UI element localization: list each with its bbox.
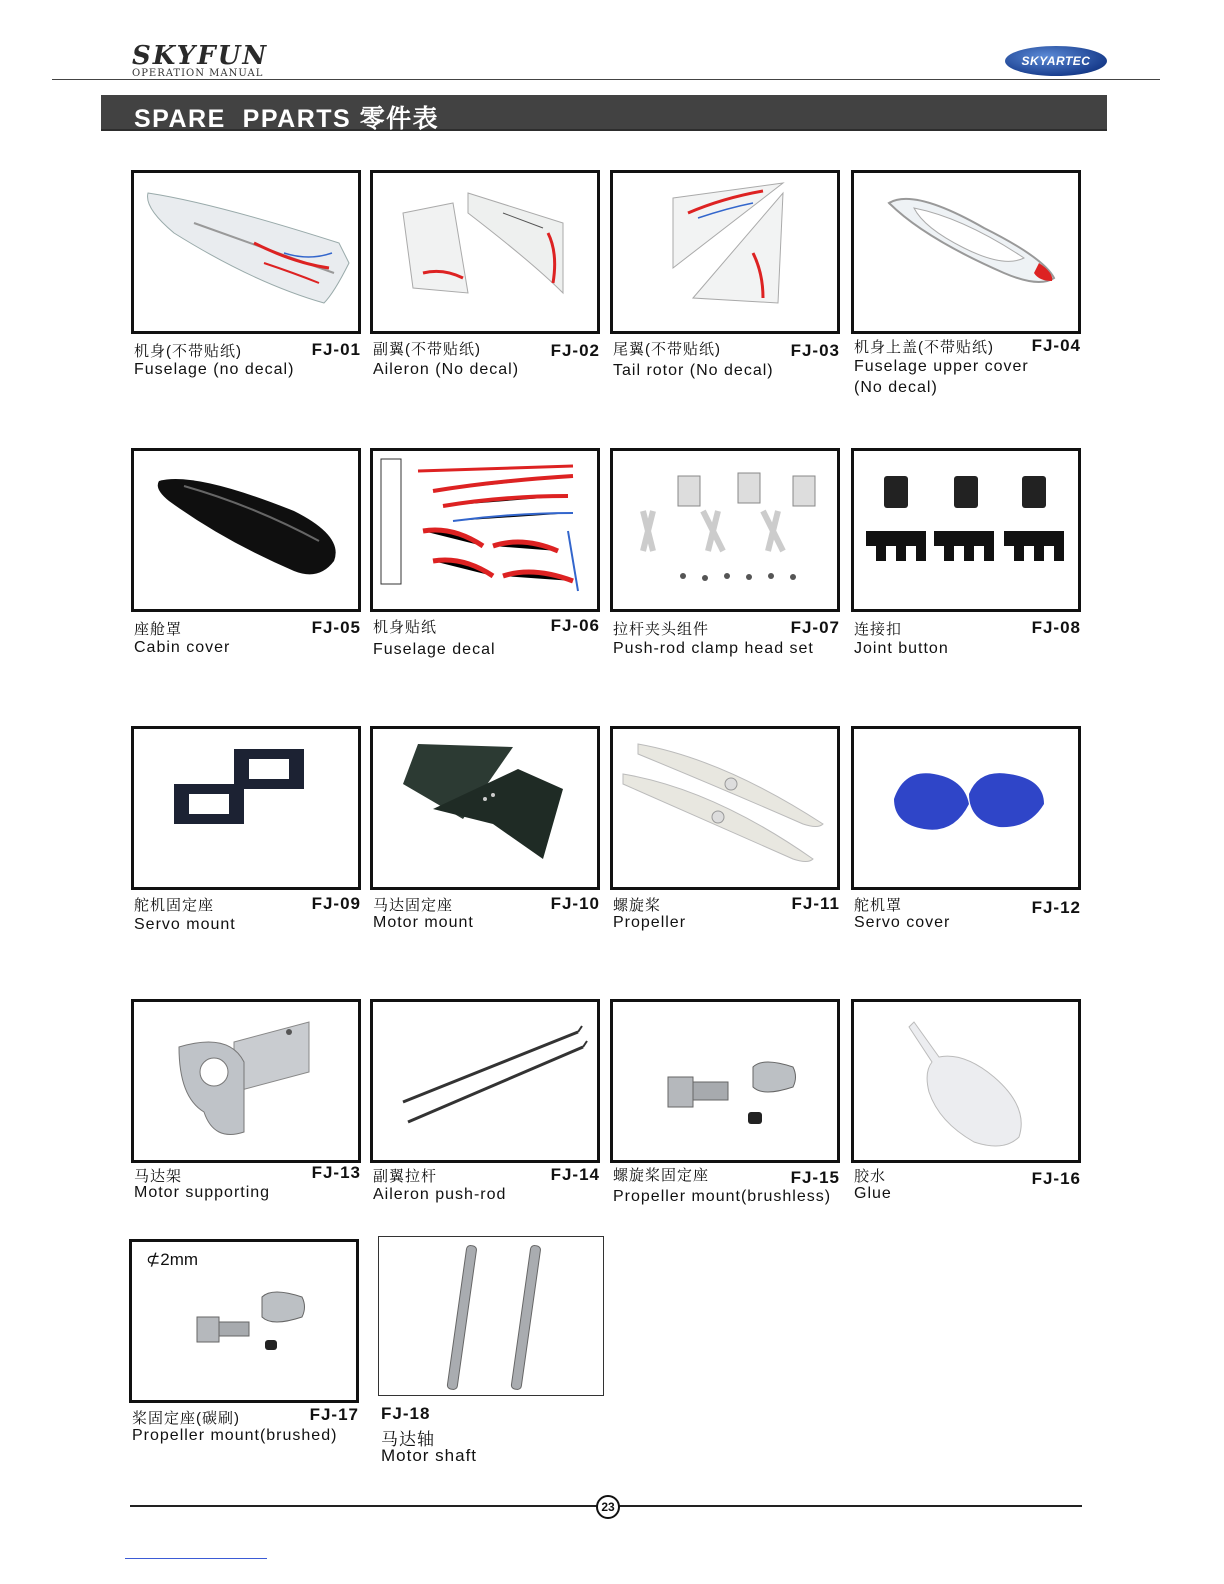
part-code: FJ-08	[1031, 618, 1081, 637]
part-en-label: Propeller mount(brushless)	[613, 1188, 832, 1205]
part-en-label: Servo cover	[854, 914, 951, 931]
propeller-icon	[610, 726, 840, 890]
part-code: FJ-03	[790, 341, 840, 360]
clamp-set-icon	[610, 448, 840, 612]
decal-sheet-icon	[370, 448, 600, 612]
part-cn-label: 座舱罩	[134, 621, 183, 638]
shaft-diameter-note: ⊄2mm	[146, 1250, 199, 1269]
part-en-label: Motor supporting	[134, 1184, 271, 1201]
part-cn-label: 机身贴纸	[373, 619, 438, 636]
part-en-label: Tail rotor (No decal)	[613, 362, 774, 379]
part-en-label: Aileron push-rod	[373, 1186, 507, 1203]
part-en-label: Propeller mount(brushed)	[132, 1427, 338, 1444]
prop-mount-brushless-icon	[610, 999, 840, 1163]
part-cn-label: 螺旋桨固定座	[613, 1167, 710, 1184]
brand-subtitle: OPERATION MANUAL	[132, 68, 264, 79]
part-cn-label: 马达轴	[381, 1430, 435, 1449]
part-en-label: Motor shaft	[381, 1446, 478, 1465]
part-code: FJ-10	[550, 894, 600, 913]
part-code: FJ-17	[309, 1405, 359, 1424]
part-en-label: Fuselage upper cover	[854, 358, 1029, 375]
part-cn-label: 副翼(不带贴纸)	[373, 341, 481, 358]
brand-block	[132, 42, 268, 80]
part-cn-label: 马达架	[134, 1168, 183, 1185]
cabin-cover-icon	[131, 448, 361, 612]
motor-support-icon	[131, 999, 361, 1163]
tail-rotor-icon	[610, 170, 840, 334]
part-code: FJ-05	[311, 618, 361, 637]
part-code: FJ-16	[1031, 1169, 1081, 1188]
part-code: FJ-14	[550, 1165, 600, 1184]
part-en-label: Servo mount	[134, 916, 236, 933]
part-cn-label: 桨固定座(碳刷)	[132, 1410, 240, 1427]
part-cn-label: 尾翼(不带贴纸)	[613, 341, 721, 358]
aileron-icon	[370, 170, 600, 334]
part-code: FJ-02	[550, 341, 600, 360]
motor-shaft-icon	[378, 1236, 604, 1396]
part-cn-label: 机身(不带贴纸)	[134, 343, 242, 360]
part-en-label: (No decal)	[854, 379, 938, 396]
part-cn-label: 舵机固定座	[134, 897, 215, 914]
brand-name: SKYFUN	[132, 41, 269, 71]
part-en-label: Aileron (No decal)	[373, 361, 520, 378]
part-en-label: Motor mount	[373, 914, 474, 931]
part-code: FJ-13	[311, 1163, 361, 1182]
part-cn-label: 连接扣	[854, 621, 903, 638]
upper-cover-icon	[851, 170, 1081, 334]
part-code: FJ-18	[381, 1404, 431, 1423]
servo-cover-icon	[851, 726, 1081, 890]
glue-bottle-icon	[851, 999, 1081, 1163]
part-en-label: Glue	[854, 1185, 892, 1202]
bottom-link-underline	[125, 1558, 267, 1559]
part-en-label: Fuselage decal	[373, 641, 496, 658]
part-code: FJ-09	[311, 894, 361, 913]
part-cn-label: 胶水	[854, 1168, 887, 1185]
part-cn-label: 马达固定座	[373, 897, 454, 914]
part-cn-label: 副翼拉杆	[373, 1168, 438, 1185]
part-code: FJ-07	[790, 618, 840, 637]
header-rule	[52, 79, 1160, 80]
part-code: FJ-11	[791, 894, 840, 913]
part-cn-label: 螺旋桨	[613, 897, 662, 914]
part-en-label: Fuselage (no decal)	[134, 361, 295, 378]
part-en-label: Joint button	[854, 640, 949, 657]
page-number: 23	[596, 1495, 620, 1519]
part-en-label: Push-rod clamp head set	[613, 640, 814, 657]
prop-mount-brushed-icon	[129, 1239, 359, 1403]
part-code: FJ-01	[311, 340, 361, 359]
part-en-label: Cabin cover	[134, 639, 231, 656]
joint-button-icon	[851, 448, 1081, 612]
motor-mount-icon	[370, 726, 600, 890]
skyartec-logo	[1005, 46, 1107, 76]
pushrod-icon	[370, 999, 600, 1163]
part-cn-label: 舵机罩	[854, 897, 903, 914]
logo-text: SKYARTEC	[1021, 54, 1091, 68]
section-title: SPARE PPARTS 零件表	[134, 105, 440, 133]
part-code: FJ-15	[790, 1168, 840, 1187]
part-code: FJ-06	[550, 616, 600, 635]
part-code: FJ-04	[1031, 336, 1081, 355]
part-cn-label: 拉杆夹头组件	[613, 621, 710, 638]
section-title-bar	[101, 95, 1107, 131]
fuselage-icon	[131, 170, 361, 334]
part-code: FJ-12	[1031, 898, 1081, 917]
part-en-label: Propeller	[613, 914, 687, 931]
servo-mount-icon	[131, 726, 361, 890]
part-cn-label: 机身上盖(不带贴纸)	[854, 339, 994, 356]
